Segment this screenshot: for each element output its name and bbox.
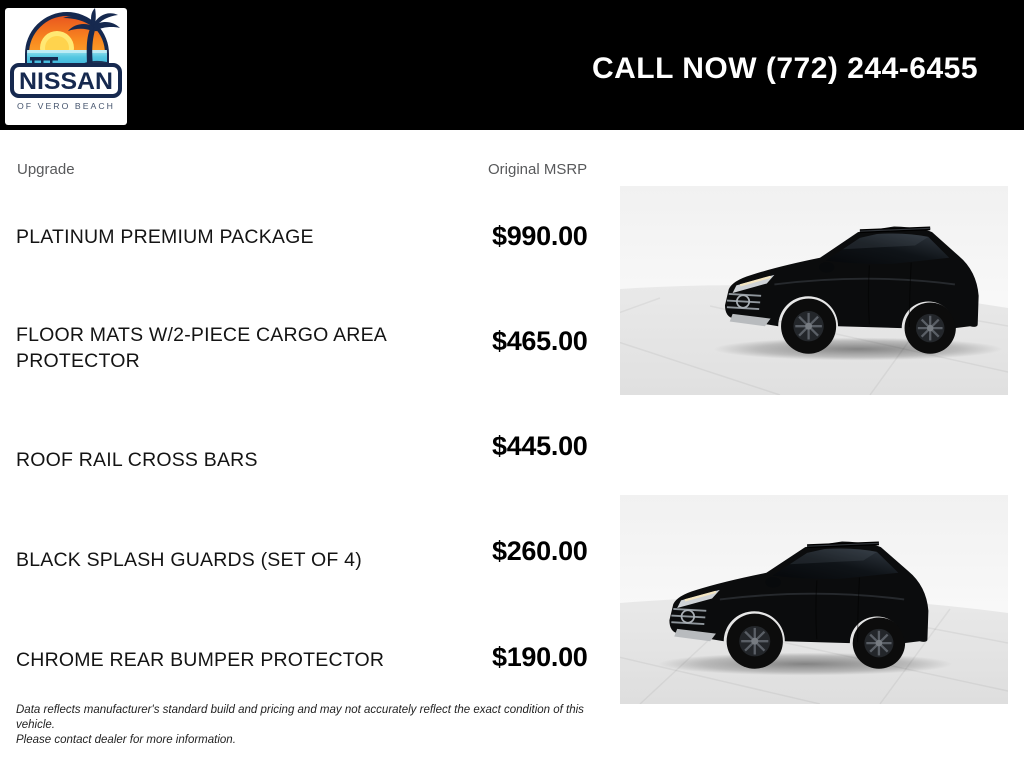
upgrade-label: CHROME REAR BUMPER PROTECTOR — [16, 649, 385, 671]
call-now-phone[interactable]: CALL NOW (772) 244-6455 — [591, 52, 979, 85]
column-header-upgrade: Upgrade — [17, 161, 75, 178]
dealership-logo-art — [5, 8, 127, 125]
upgrade-label: FLOOR MATS W/2-PIECE CARGO AREA PROTECTOR — [16, 324, 386, 372]
upgrade-label: PLATINUM PREMIUM PACKAGE — [16, 226, 314, 248]
upgrade-price: $990.00 — [492, 221, 588, 251]
disclaimer-line-1: Data reflects manufacturer's standard build and pricing and may not accurately reflect the exact condition of this vehicle. — [16, 704, 584, 731]
upgrade-price: $190.00 — [492, 642, 588, 672]
wheel — [727, 614, 783, 669]
upgrade-label: BLACK SPLASH GUARDS (SET OF 4) — [16, 549, 362, 571]
upgrade-price: $465.00 — [492, 326, 588, 356]
vehicle-photo-bottom — [620, 495, 1008, 704]
dealership-logo[interactable] — [5, 8, 127, 125]
disclaimer-line-2: Please contact dealer for more information. — [16, 734, 236, 746]
upgrade-label: ROOF RAIL CROSS BARS — [16, 449, 258, 471]
upgrade-price: $445.00 — [492, 431, 588, 461]
logo-brand-text: NISSAN — [19, 68, 113, 95]
column-header-original-msrp: Original MSRP — [488, 161, 588, 178]
wheel — [781, 299, 836, 354]
logo-name-band — [12, 65, 120, 96]
disclaimer-text — [16, 703, 626, 748]
upgrade-price: $260.00 — [492, 536, 588, 566]
logo-tagline-text: OF VERO BEACH — [17, 101, 116, 111]
header-bar — [0, 0, 1024, 130]
logo-sunset-scene — [25, 8, 120, 70]
vehicle-photo-top — [620, 186, 1008, 395]
